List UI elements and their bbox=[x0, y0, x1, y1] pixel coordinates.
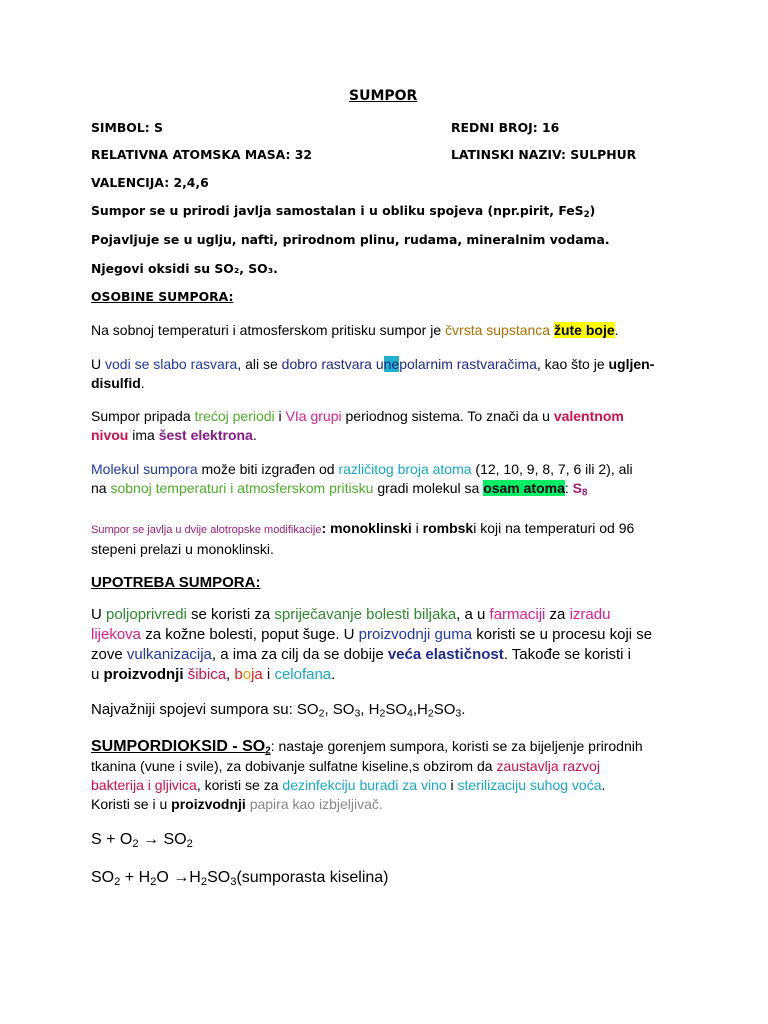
subscript: 2 bbox=[379, 707, 386, 720]
text-segment: Sumpor pripada bbox=[91, 408, 195, 424]
text-segment: ugljen- bbox=[608, 356, 655, 372]
text-segment: vodi se slabo rasvara bbox=[105, 356, 238, 372]
usage-line-3 bbox=[91, 645, 631, 665]
usage-line-1 bbox=[91, 605, 610, 625]
text-segment: S + O bbox=[91, 831, 133, 848]
text-segment: Molekul sumpora bbox=[91, 461, 198, 477]
text-segment: . bbox=[252, 427, 257, 443]
molecule-formula: S bbox=[572, 480, 583, 496]
subscript: 2 bbox=[114, 875, 121, 888]
properties-paragraph-4 bbox=[91, 460, 681, 498]
text-segment: ja bbox=[251, 666, 263, 683]
text-segment: trećoj periodi bbox=[194, 408, 275, 424]
text-segment: ima bbox=[128, 427, 159, 443]
page-title: SUMPOR bbox=[349, 88, 418, 104]
text-segment: dobro rastvara u bbox=[281, 356, 384, 372]
text-segment: bakterija i gljivica bbox=[91, 777, 197, 793]
text-segment: . bbox=[140, 375, 145, 391]
text-segment: → SO bbox=[138, 831, 187, 848]
text-segment: i bbox=[274, 408, 286, 424]
text-segment: lijekova bbox=[91, 626, 142, 643]
text-segment: , bbox=[226, 666, 235, 683]
text-segment: valentnom bbox=[553, 408, 624, 424]
subscript: 3 bbox=[230, 875, 237, 888]
subscript: 3 bbox=[354, 707, 361, 720]
subscript: 2 bbox=[150, 875, 157, 888]
text-segment: se koristi za bbox=[186, 606, 275, 623]
text-segment: , koristi se za bbox=[196, 777, 283, 793]
text-segment: šibica bbox=[187, 666, 227, 683]
subscript: 2 bbox=[583, 210, 590, 221]
usage-line-4 bbox=[91, 665, 335, 685]
text-segment: O →H bbox=[156, 869, 201, 886]
text-segment: polarnim rastvaračima bbox=[399, 356, 537, 372]
properties-paragraph-5 bbox=[91, 519, 681, 559]
text-segment: različitog broja atoma bbox=[338, 461, 472, 477]
properties-paragraph-2 bbox=[91, 355, 681, 393]
text-segment: i bbox=[411, 520, 423, 536]
text-segment: ,H bbox=[412, 701, 428, 718]
text-segment: b bbox=[234, 666, 243, 683]
text-segment: + H bbox=[120, 869, 151, 886]
text-segment: proizvodnji guma bbox=[358, 626, 473, 643]
text-segment: monoklinski bbox=[330, 520, 412, 536]
text-segment: čvrsta supstanca bbox=[445, 322, 554, 338]
text-segment: nivou bbox=[91, 427, 129, 443]
text-segment: . Takođe se koristi i bbox=[503, 646, 632, 663]
text-segment: vulkanizacija bbox=[126, 646, 212, 663]
highlight-cyan: ne bbox=[383, 356, 400, 372]
subscript: 2 bbox=[132, 837, 139, 850]
equation-1 bbox=[91, 831, 193, 849]
atomic-number-label: REDNI BROJ: 16 bbox=[451, 120, 560, 135]
text-segment: tkanina (vune i svile), za dobivanje sulfatne kiseline,s obzirom da bbox=[91, 758, 497, 774]
text-segment: , kao što je bbox=[536, 356, 609, 372]
text-segment: Koristi se i u bbox=[91, 796, 172, 812]
subscript: 2 bbox=[265, 745, 271, 757]
equation-2 bbox=[91, 869, 389, 887]
text-segment: Sumpor se javlja u dvije alotropske modifikacije bbox=[91, 524, 322, 536]
text-segment: proizvodnji bbox=[103, 666, 188, 683]
text-segment: . bbox=[601, 777, 606, 793]
text-segment: sobnoj temperaturi i atmosferskom pritisku bbox=[110, 480, 374, 496]
text-segment: proizvodnji bbox=[171, 796, 246, 812]
text-segment: disulfid bbox=[91, 375, 141, 391]
text-segment: može biti izgrađen od bbox=[197, 461, 339, 477]
so2-heading: SUMPORDIOKSID - SO bbox=[91, 738, 266, 755]
text-segment: , SO bbox=[324, 701, 355, 718]
text-segment: Na sobnoj temperaturi i atmosferskom pritisku sumpor je bbox=[91, 322, 446, 338]
text-segment: na bbox=[91, 480, 111, 496]
so2-line-1 bbox=[91, 737, 643, 756]
text-segment: o bbox=[242, 666, 252, 683]
text-segment: poljoprivredi bbox=[106, 606, 187, 623]
text-segment: rombsk bbox=[422, 520, 474, 536]
highlight-yellow: žute boje bbox=[553, 322, 615, 338]
text-segment: i koji na temperaturi od 96 bbox=[473, 520, 635, 536]
intro-line-oxides: Njegovi oksidi su SO₂, SO₃. bbox=[91, 261, 278, 276]
text-segment: papira kao izbjeljivač. bbox=[245, 796, 383, 812]
text-segment: stepeni prelazi u monoklinski. bbox=[91, 541, 274, 557]
text-segment: i bbox=[262, 666, 275, 683]
text-segment: (12, 10, 9, 8, 7, 6 ili 2), ali bbox=[471, 461, 633, 477]
text-segment: i bbox=[446, 777, 458, 793]
intro-line-sources: Pojavljuje se u uglju, nafti, prirodnom plinu, rudama, mineralnim vodama. bbox=[91, 232, 610, 247]
text-segment: U bbox=[91, 356, 105, 372]
text-segment: SO bbox=[91, 869, 115, 886]
text-segment: izradu bbox=[569, 606, 611, 623]
symbol-label: SIMBOL: S bbox=[91, 120, 163, 135]
so2-line-4 bbox=[91, 795, 383, 814]
text-segment: , ali se bbox=[237, 356, 282, 372]
subscript: 8 bbox=[582, 487, 588, 499]
valence-label: VALENCIJA: 2,4,6 bbox=[91, 175, 209, 190]
text-segment: Sumpor se u prirodi javlja samostalan i u obliku spojeva (npr.pirit, FeS bbox=[91, 203, 584, 218]
text-segment: SO bbox=[433, 701, 456, 718]
subscript: 3 bbox=[455, 707, 462, 720]
text-segment: , a u bbox=[456, 606, 490, 623]
main-compounds-line bbox=[91, 700, 465, 720]
text-segment: : nastaje gorenjem sumpora, koristi se za bijeljenje prirodnih bbox=[270, 738, 643, 754]
so2-line-3 bbox=[91, 776, 605, 795]
usage-line-2 bbox=[91, 625, 652, 645]
text-segment: za kožne bolesti, poput šuge. U bbox=[141, 626, 359, 643]
section-heading-usage: UPOTREBA SUMPORA: bbox=[91, 574, 261, 591]
text-segment: šest elektrona bbox=[158, 427, 253, 443]
text-segment: u bbox=[91, 666, 104, 683]
so2-line-2 bbox=[91, 757, 600, 776]
text-segment: U bbox=[91, 606, 106, 623]
text-segment: . bbox=[461, 701, 466, 718]
text-segment: spriječavanje bolesti biljaka bbox=[274, 606, 457, 623]
text-segment: za bbox=[545, 606, 570, 623]
properties-paragraph-3 bbox=[91, 407, 681, 445]
section-heading-properties: OSOBINE SUMPORA: bbox=[91, 289, 234, 304]
atomic-mass-label: RELATIVNA ATOMSKA MASA: 32 bbox=[91, 147, 312, 162]
text-segment: zove bbox=[91, 646, 127, 663]
subscript: 4 bbox=[407, 707, 413, 720]
text-segment: : bbox=[321, 520, 331, 536]
text-segment: veća elastičnost bbox=[387, 646, 504, 663]
text-segment: ) bbox=[589, 203, 596, 218]
subscript: 2 bbox=[318, 707, 325, 720]
text-segment: . bbox=[331, 666, 336, 683]
text-segment: , a ima za cilj da se dobije bbox=[211, 646, 388, 663]
subscript: 2 bbox=[186, 837, 193, 850]
highlight-green: osam atoma bbox=[483, 480, 565, 496]
text-segment: Najvažniji spojevi sumpora su: SO bbox=[91, 701, 319, 718]
text-segment: (sumporasta kiselina) bbox=[236, 869, 389, 886]
properties-paragraph-1 bbox=[91, 321, 619, 340]
text-segment: . bbox=[614, 322, 619, 338]
text-segment: VIa grupi bbox=[285, 408, 342, 424]
text-segment: SO bbox=[207, 869, 231, 886]
subscript: 2 bbox=[427, 707, 434, 720]
intro-line-occurrence bbox=[91, 203, 596, 221]
text-segment: SO bbox=[385, 701, 407, 718]
text-segment: dezinfekciju buradi za vino bbox=[282, 777, 447, 793]
text-segment: gradi molekul sa bbox=[373, 480, 484, 496]
text-segment: : bbox=[564, 480, 573, 496]
latin-name-label: LATINSKI NAZIV: SULPHUR bbox=[451, 147, 637, 162]
text-segment: sterilizaciju suhog voća bbox=[457, 777, 602, 793]
text-segment: , H bbox=[360, 701, 380, 718]
text-segment: koristi se u procesu koji se bbox=[472, 626, 653, 643]
subscript: 2 bbox=[200, 875, 208, 888]
text-segment: farmaciji bbox=[489, 606, 546, 623]
text-segment: celofana bbox=[274, 666, 332, 683]
text-segment: zaustavlja razvoj bbox=[496, 758, 600, 774]
text-segment: periodnog sistema. To znači da u bbox=[341, 408, 554, 424]
